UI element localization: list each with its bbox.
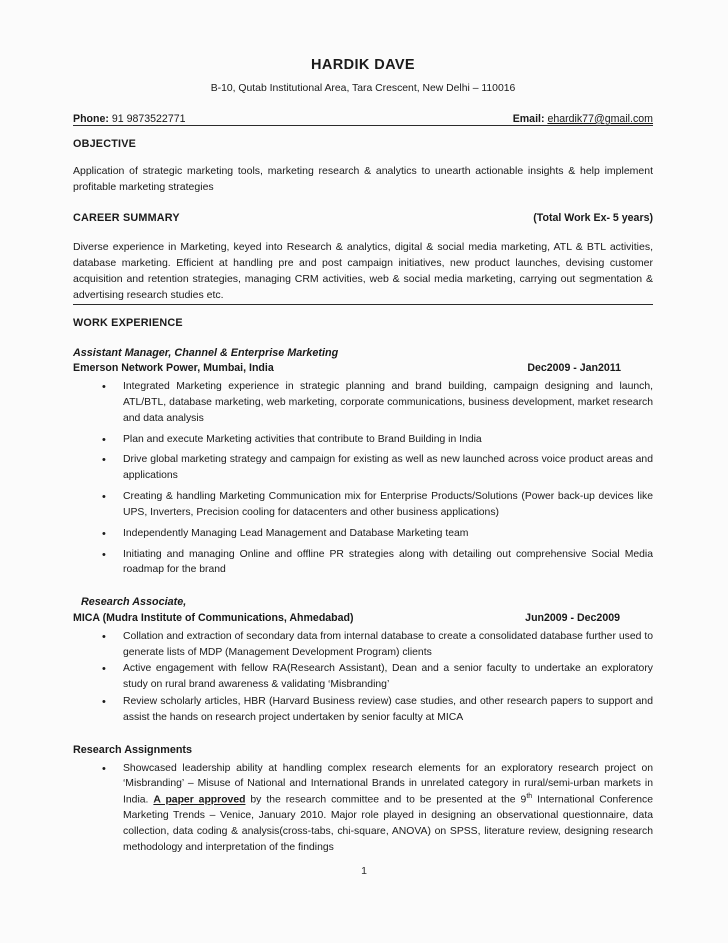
bullet-icon: • [102, 695, 106, 708]
list-item-text: Independently Managing Lead Management and Database Marketing team [123, 527, 469, 539]
career-summary-text: Diverse experience in Marketing, keyed into Research & analytics, digital & social media marketing, ATL & BTL activities, database marketing. Efficient at handling pre and post campaign initiatives, new product launches, devising customer acquisition and retention strategies, managing CRM activities, web & social media marketing, carrying out segmentation & advertising research studies etc. [73, 240, 653, 301]
phone-block [73, 113, 186, 125]
list-item [73, 526, 653, 542]
list-item-text: Creating & handling Marketing Communication mix for Enterprise Products/Solutions (Power back-up devices like UPS, Inverters, Precision cooling for datacenters and other business applications) [123, 491, 653, 518]
email-link[interactable]: ehardik77@gmail.com [547, 112, 653, 125]
bullet-icon: • [102, 548, 106, 561]
research-assignments-list [73, 761, 653, 856]
list-item-text: Review scholarly articles, HBR (Harvard Business review) case studies, and other research papers to support and assist the hands on research project undertaken by senior faculty at MICA [123, 695, 653, 723]
job-company-line [73, 362, 653, 374]
list-item [73, 629, 653, 661]
candidate-address: B-10, Qutab Institutional Area, Tara Crescent, New Delhi – 110016 [210, 83, 516, 95]
list-item-text: Integrated Marketing experience in strategic planning and brand building, campaign designing and launch, ATL/BTL, database marketing, web marketing, corporate communications, business development, market research and data analysis [123, 381, 653, 424]
list-item-text: Plan and execute Marketing activities that contribute to Brand Building in India [123, 433, 482, 445]
job-company: Emerson Network Power, Mumbai, India [73, 362, 274, 375]
section-title-objective: OBJECTIVE [73, 137, 136, 150]
bullet-icon: • [102, 454, 106, 467]
list-item [73, 432, 653, 448]
list-item [73, 547, 653, 579]
bullet-icon: • [102, 527, 106, 540]
phone-value: 91 9873522771 [111, 112, 186, 125]
job-role: Research Associate, [81, 596, 187, 609]
job-entry [73, 595, 653, 725]
contact-row [73, 113, 653, 125]
job-entry [73, 346, 653, 579]
list-item-text: Active engagement with fellow RA(Research Assistant), Dean and a senior faculty to undertake an exploratory study on rural brand awareness & validating ‘Misbranding’ [123, 663, 653, 691]
list-item [73, 452, 653, 484]
job-bullet-list [73, 379, 653, 578]
bullet-icon: • [102, 433, 106, 446]
list-item [73, 489, 653, 521]
job-dates: Jun2009 - Dec2009 [525, 611, 620, 624]
bullet-icon: • [102, 663, 106, 676]
divider-objective [73, 125, 653, 126]
research-text-part1: Showcased leadership ability at handling complex research elements for an exploratory research project on ‘Misbranding’ – Misuse of National and International Brands in unrelated category in rural/semi-urban markets in India. [123, 762, 653, 806]
section-title-research-assignments: Research Assignments [73, 743, 193, 756]
job-company: MICA (Mudra Institute of Communications, Ahmedabad) [73, 611, 354, 624]
phone-label: Phone: [73, 112, 109, 125]
candidate-name: HARDIK DAVE [310, 57, 416, 73]
research-text-emphasis: A paper approved [153, 794, 246, 806]
list-item [73, 379, 653, 426]
job-dates: Dec2009 - Jan2011 [527, 362, 621, 375]
list-item [73, 761, 653, 856]
email-block [513, 113, 653, 125]
bullet-icon: • [102, 630, 106, 643]
page-number: 1 [361, 865, 367, 877]
job-role: Assistant Manager, Channel & Enterprise Marketing [73, 346, 339, 359]
job-company-line [73, 612, 653, 624]
list-item-text: Collation and extraction of secondary data from internal database to create a consolidated database further used to generate lists of MDP (Management Development Program) clients [123, 630, 653, 658]
total-experience-note: (Total Work Ex- 5 years) [533, 211, 653, 224]
job-bullet-list [73, 629, 653, 726]
section-title-career-summary: CAREER SUMMARY [73, 211, 180, 224]
bullet-icon: • [102, 381, 106, 394]
bullet-icon: • [102, 491, 106, 504]
bullet-icon: • [102, 762, 106, 775]
ordinal-suffix: th [526, 793, 533, 801]
section-title-work-experience: WORK EXPERIENCE [73, 316, 183, 329]
objective-text: Application of strategic marketing tools, marketing research & analytics to unearth actionable insights & help implement profitable marketing strategies [73, 164, 653, 193]
divider-work-experience [73, 304, 653, 305]
list-item-text: Drive global marketing strategy and campaign for existing as well as new launched across voice product areas and applications [123, 454, 653, 482]
career-summary-heading-row [73, 212, 653, 224]
list-item [73, 661, 653, 693]
email-label: Email: [512, 112, 545, 125]
research-text-part2: by the research committee and to be presented at the 9 [245, 794, 527, 806]
research-text-part3: International Conference Marketing Trends – Venice, January 2010. Major role played in designing an observational questionnaire, data collection, data coding & analysis(cross-tabs, chi-square, ANOVA) on SPSS, literature review, designing research methodology and interpretation of the findings [123, 794, 653, 854]
resume-body [73, 0, 653, 856]
list-item [73, 694, 653, 726]
list-item-text: Initiating and managing Online and offline PR strategies along with detailing out comprehensive Social Media roadmap for the brand [123, 548, 653, 576]
